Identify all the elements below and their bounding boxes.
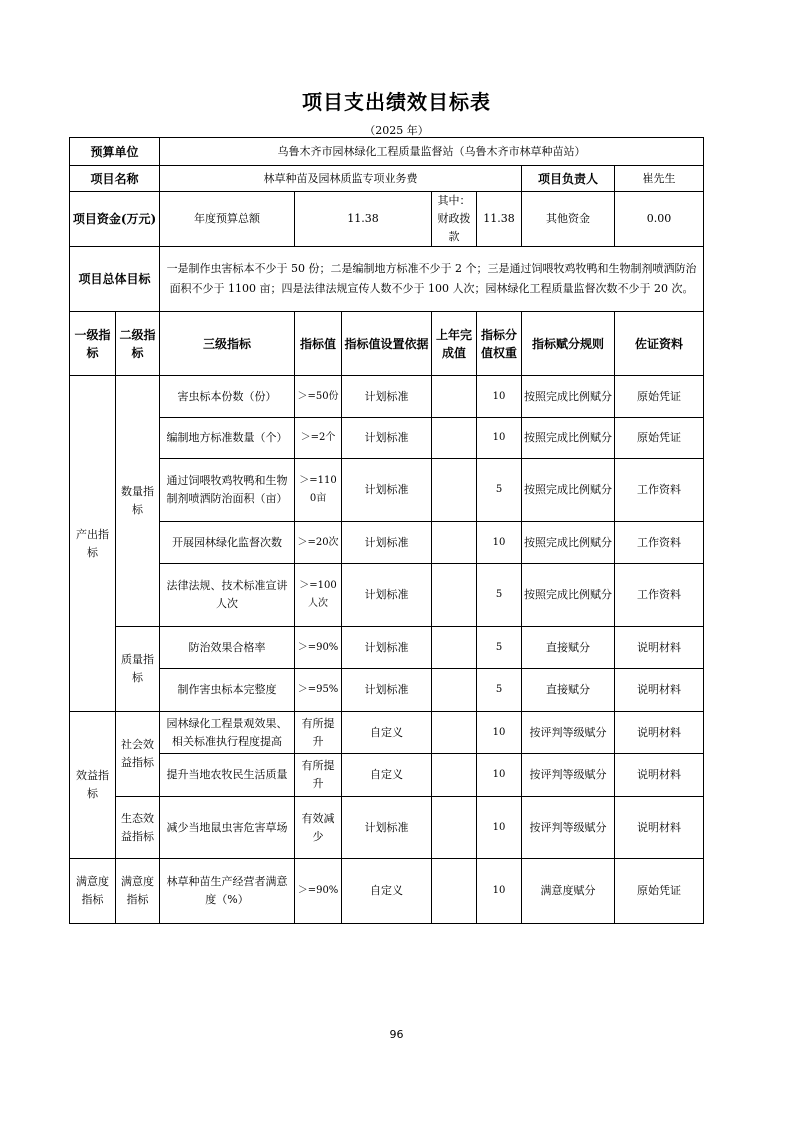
indicator-weight: 5 — [477, 627, 522, 669]
indicator-basis: 自定义 — [342, 859, 432, 924]
indicator-weight: 10 — [477, 712, 522, 754]
col-level2-header: 二级指标 — [116, 312, 160, 376]
table-row — [70, 859, 704, 924]
indicator-evidence: 工作资料 — [615, 459, 704, 522]
indicator-last-year — [432, 754, 477, 797]
indicator-basis: 自定义 — [342, 712, 432, 754]
indicator-last-year — [432, 522, 477, 564]
table-row — [70, 418, 704, 459]
indicator-basis: 自定义 — [342, 754, 432, 797]
indicator-evidence: 原始凭证 — [615, 418, 704, 459]
budget-unit-value: 乌鲁木齐市园林绿化工程质量监督站（乌鲁木齐市林草种苗站） — [160, 138, 704, 166]
indicator-value: 有所提升 — [295, 754, 342, 797]
indicator-evidence: 说明材料 — [615, 669, 704, 712]
indicator-rule: 按照完成比例赋分 — [522, 459, 615, 522]
indicator-name: 害虫标本份数（份） — [160, 376, 295, 418]
indicator-basis: 计划标准 — [342, 418, 432, 459]
indicator-rule: 按照完成比例赋分 — [522, 418, 615, 459]
indicator-weight: 10 — [477, 522, 522, 564]
benefit-indicator-group: 效益指标 — [70, 712, 116, 859]
annual-budget-value: 11.38 — [295, 192, 432, 247]
indicator-weight: 10 — [477, 754, 522, 797]
table-row — [70, 459, 704, 522]
indicator-name: 制作害虫标本完整度 — [160, 669, 295, 712]
indicator-last-year — [432, 669, 477, 712]
quantity-indicator-group: 数量指标 — [116, 376, 160, 627]
col-basis-header: 指标值设置依据 — [342, 312, 432, 376]
indicator-evidence: 工作资料 — [615, 522, 704, 564]
satisfaction-indicator-group: 满意度指标 — [70, 859, 116, 924]
page-number: 96 — [389, 1028, 404, 1041]
indicator-basis: 计划标准 — [342, 797, 432, 859]
indicator-name: 防治效果合格率 — [160, 627, 295, 669]
table-row — [70, 669, 704, 712]
page-title: 项目支出绩效目标表 — [302, 90, 491, 114]
indicator-value: 有所提升 — [295, 712, 342, 754]
col-last-year-header: 上年完成值 — [432, 312, 477, 376]
indicator-value: ＞=50份 — [295, 376, 342, 418]
indicator-rule: 直接赋分 — [522, 627, 615, 669]
indicator-weight: 5 — [477, 564, 522, 627]
fiscal-label: 其中：财政拨款 — [432, 192, 477, 247]
indicator-last-year — [432, 418, 477, 459]
overall-goal-label: 项目总体目标 — [70, 247, 160, 312]
indicator-value: ＞=90% — [295, 859, 342, 924]
indicator-evidence: 说明材料 — [615, 627, 704, 669]
indicator-weight: 10 — [477, 797, 522, 859]
indicator-rule: 按照完成比例赋分 — [522, 564, 615, 627]
table-row — [70, 376, 704, 418]
indicator-weight: 5 — [477, 459, 522, 522]
table-row — [70, 564, 704, 627]
indicator-rule: 按照完成比例赋分 — [522, 522, 615, 564]
indicator-rule: 按照完成比例赋分 — [522, 376, 615, 418]
indicator-weight: 5 — [477, 669, 522, 712]
col-weight-header: 指标分值权重 — [477, 312, 522, 376]
satisfaction-sub-group: 满意度指标 — [116, 859, 160, 924]
indicator-name: 林草种苗生产经营者满意度（%） — [160, 859, 295, 924]
other-funds-label: 其他资金 — [522, 192, 615, 247]
indicator-evidence: 说明材料 — [615, 712, 704, 754]
indicator-last-year — [432, 797, 477, 859]
indicator-weight: 10 — [477, 376, 522, 418]
overall-goal-text: 一是制作虫害标本不少于 50 份；二是编制地方标准不少于 2 个；三是通过饲喂牧鸡牧鸭和生物制剂喷洒防治面积不少于 1100 亩；四是法律法规宣传人数不少于 100 人次；园林绿化工程质量监督次数不少于 20 次。 — [160, 247, 704, 312]
col-evidence-header: 佐证资料 — [615, 312, 704, 376]
budget-unit-row — [70, 138, 704, 166]
other-funds-value: 0.00 — [615, 192, 704, 247]
indicator-last-year — [432, 376, 477, 418]
indicator-rule: 按评判等级赋分 — [522, 797, 615, 859]
table-row — [70, 522, 704, 564]
table-row — [70, 754, 704, 797]
indicator-basis: 计划标准 — [342, 376, 432, 418]
output-indicator-group: 产出指标 — [70, 376, 116, 712]
table-row — [70, 797, 704, 859]
project-name-value: 林草种苗及园林质监专项业务费 — [160, 166, 522, 192]
indicator-value: ＞=90% — [295, 627, 342, 669]
indicator-last-year — [432, 459, 477, 522]
indicator-weight: 10 — [477, 418, 522, 459]
indicator-basis: 计划标准 — [342, 627, 432, 669]
overall-goal-row — [70, 247, 704, 312]
indicator-basis: 计划标准 — [342, 669, 432, 712]
indicator-value: 有效减少 — [295, 797, 342, 859]
indicator-evidence: 工作资料 — [615, 564, 704, 627]
annual-budget-label: 年度预算总额 — [160, 192, 295, 247]
indicator-name: 编制地方标准数量（个） — [160, 418, 295, 459]
column-header-row — [70, 312, 704, 376]
indicator-name: 通过饲喂牧鸡牧鸭和生物制剂喷洒防治面积（亩） — [160, 459, 295, 522]
project-name-row — [70, 166, 704, 192]
indicator-last-year — [432, 712, 477, 754]
table-row — [70, 712, 704, 754]
project-funds-label: 项目资金(万元) — [70, 192, 160, 247]
indicator-rule: 按评判等级赋分 — [522, 712, 615, 754]
indicator-value: ＞=2个 — [295, 418, 342, 459]
indicator-name: 开展园林绿化监督次数 — [160, 522, 295, 564]
indicator-rule: 按评判等级赋分 — [522, 754, 615, 797]
indicator-name: 法律法规、技术标准宣讲人次 — [160, 564, 295, 627]
ecological-benefit-group: 生态效益指标 — [116, 797, 160, 859]
indicator-evidence: 说明材料 — [615, 754, 704, 797]
indicator-name: 园林绿化工程景观效果、相关标准执行程度提高 — [160, 712, 295, 754]
indicator-weight: 10 — [477, 859, 522, 924]
project-funds-row — [70, 192, 704, 247]
project-leader-label: 项目负责人 — [522, 166, 615, 192]
indicator-basis: 计划标准 — [342, 564, 432, 627]
indicator-evidence: 原始凭证 — [615, 376, 704, 418]
table-row — [70, 627, 704, 669]
indicator-value: ＞=95% — [295, 669, 342, 712]
indicator-last-year — [432, 859, 477, 924]
col-level3-header: 三级指标 — [160, 312, 295, 376]
col-level1-header: 一级指标 — [70, 312, 116, 376]
indicator-basis: 计划标准 — [342, 522, 432, 564]
indicator-name: 提升当地农牧民生活质量 — [160, 754, 295, 797]
fiscal-value: 11.38 — [477, 192, 522, 247]
indicator-last-year — [432, 627, 477, 669]
indicator-value: ＞=1100亩 — [295, 459, 342, 522]
indicator-rule: 满意度赋分 — [522, 859, 615, 924]
indicator-value: ＞=20次 — [295, 522, 342, 564]
indicator-evidence: 说明材料 — [615, 797, 704, 859]
indicator-name: 减少当地鼠虫害危害草场 — [160, 797, 295, 859]
social-benefit-group: 社会效益指标 — [116, 712, 160, 797]
performance-table — [69, 137, 704, 924]
project-name-label: 项目名称 — [70, 166, 160, 192]
col-value-header: 指标值 — [295, 312, 342, 376]
col-rule-header: 指标赋分规则 — [522, 312, 615, 376]
indicator-evidence: 原始凭证 — [615, 859, 704, 924]
project-leader-value: 崔先生 — [615, 166, 704, 192]
indicator-last-year — [432, 564, 477, 627]
indicator-value: ＞=100人次 — [295, 564, 342, 627]
indicator-rule: 直接赋分 — [522, 669, 615, 712]
quality-indicator-group: 质量指标 — [116, 627, 160, 712]
year-label: （2025 年） — [364, 124, 429, 137]
indicator-basis: 计划标准 — [342, 459, 432, 522]
budget-unit-label: 预算单位 — [70, 138, 160, 166]
